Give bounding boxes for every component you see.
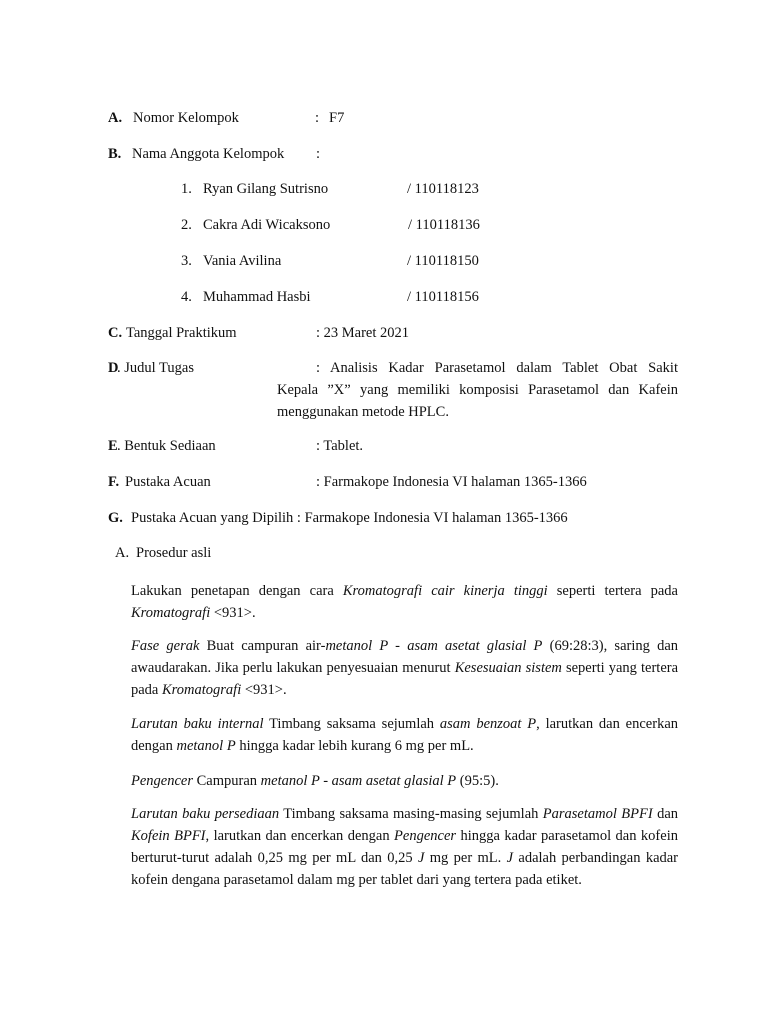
p5-italic-3: Kofein BPFI <box>131 828 206 844</box>
judul-tugas-label: . Judul Tugas <box>117 360 194 376</box>
bentuk-sediaan-value: : Tablet. <box>316 438 364 454</box>
p5-italic-6: J <box>506 850 514 866</box>
tanggal-praktikum-value: : 23 Maret 2021 <box>316 325 410 341</box>
tanggal-praktikum-label: Tanggal Praktikum <box>126 325 237 341</box>
p5-text-5: mg per mL. <box>424 850 507 866</box>
p1-text-1: Lakukan penetapan dengan cara <box>131 583 343 599</box>
member-name: Cakra Adi Wicaksono <box>203 217 331 233</box>
p3-text-3: hingga kadar lebih kurang 6 mg per mL. <box>235 738 474 754</box>
member-number: 2. <box>181 217 192 233</box>
p2-text-2: (69:28:3), saring dan awaudarakan. Jika perlu lakukan penyesuaian menurut <box>131 638 679 676</box>
p4-text-2: (95:5). <box>456 773 499 789</box>
member-nim: / 110118150 <box>407 253 479 269</box>
member-number: 3. <box>181 253 192 269</box>
p2-text-1: Buat campuran air- <box>199 638 326 654</box>
member-nim: / 110118136 <box>408 217 480 233</box>
item-letter-e: E <box>108 438 118 454</box>
p3-text-1: Timbang saksama sejumlah <box>263 716 440 732</box>
p3-text-2: , larutkan dan encerkan dengan <box>131 716 678 754</box>
member-number: 4. <box>181 289 192 305</box>
p2-italic-2: metanol P - asam asetat glasial P <box>325 638 543 654</box>
p5-text-3: , larutkan dan encerkan dengan <box>205 828 395 844</box>
p2-italic-4: Kromatografi <box>162 682 242 698</box>
p3-italic-1: Larutan baku internal <box>131 716 264 732</box>
p5-italic-4: Pengencer <box>394 828 457 844</box>
nama-anggota-label: Nama Anggota Kelompok <box>132 146 285 162</box>
member-number: 1. <box>181 181 192 197</box>
member-name: Ryan Gilang Sutrisno <box>203 181 329 197</box>
p2-text-4: <931>. <box>241 682 287 698</box>
p3-italic-2: asam benzoat P <box>439 716 537 732</box>
p2-text-3: seperti yang tertera pada <box>131 660 679 698</box>
p2-italic-3: Kesesuaian sistem <box>454 660 562 676</box>
item-letter-a: A. <box>108 110 123 126</box>
p5-text-2: dan <box>652 806 679 822</box>
paragraph-larutan-baku-persediaan <box>131 803 678 891</box>
p5-text-1: Timbang saksama masing-masing sejumlah <box>279 806 543 822</box>
nomor-kelompok-sep: : <box>315 110 320 126</box>
p4-italic-1: Pengencer <box>131 773 193 789</box>
pustaka-acuan-label: Pustaka Acuan <box>125 474 211 490</box>
p5-italic-5: J <box>418 850 425 866</box>
pustaka-acuan-value: : Farmakope Indonesia VI halaman 1365-1366 <box>316 474 587 490</box>
paragraph-pengencer <box>131 770 678 792</box>
p1-italic-1: Kromatografi cair kinerja tinggi <box>342 583 548 599</box>
judul-tugas-cont2: menggunakan metode HPLC. <box>277 404 449 420</box>
p5-text-4: hingga kadar parasetamol dan kofein berturut-turut adalah 0,25 mg per mL dan 0,25 <box>131 828 678 866</box>
p5-italic-2: Parasetamol BPFI <box>542 806 653 822</box>
item-letter-d: D <box>108 360 119 376</box>
p2-italic-1: Fase gerak <box>131 638 200 654</box>
p1-text-3: <931>. <box>210 605 256 621</box>
p4-italic-2: metanol P - asam asetat glasial P <box>260 773 457 789</box>
paragraph-fase-gerak <box>131 635 678 701</box>
bentuk-sediaan-label: . Bentuk Sediaan <box>117 438 216 454</box>
section-title: Prosedur asli <box>136 545 212 561</box>
member-name: Muhammad Hasbi <box>203 289 311 305</box>
item-letter-b: B. <box>108 146 122 162</box>
member-name: Vania Avilina <box>203 253 282 269</box>
nomor-kelompok-value: F7 <box>329 110 345 126</box>
p3-italic-3: metanol P <box>176 738 236 754</box>
p4-text-1: Campuran <box>193 773 261 789</box>
paragraph-larutan-baku-internal <box>131 713 678 757</box>
judul-tugas-value: : Analisis Kadar Parasetamol dalam Tablet Obat Sakit <box>316 360 678 376</box>
member-nim: / 110118156 <box>407 289 479 305</box>
item-letter-f: F. <box>108 474 120 490</box>
p1-text-2: seperti tertera pada <box>547 583 678 599</box>
item-letter-g: G. <box>108 510 123 526</box>
p5-italic-1: Larutan baku persediaan <box>131 806 280 822</box>
nama-anggota-sep: : <box>316 146 321 162</box>
member-nim: / 110118123 <box>407 181 479 197</box>
judul-tugas-cont1: Kepala ”X” yang memiliki komposisi Parasetamol dan Kafein <box>277 382 678 398</box>
p1-italic-2: Kromatografi <box>131 605 211 621</box>
p5-text-6: adalah perbandingan kadar kofein dengana parasetamol dalam mg per tablet dari yang tertera pada etiket. <box>131 850 679 888</box>
paragraph-kromatografi <box>131 580 678 624</box>
nomor-kelompok-label: Nomor Kelompok <box>133 110 239 126</box>
item-letter-c: C. <box>108 325 123 341</box>
pustaka-dipilih-line: Pustaka Acuan yang Dipilih : Farmakope Indonesia VI halaman 1365-1366 <box>131 510 568 526</box>
section-letter: A. <box>115 545 130 561</box>
